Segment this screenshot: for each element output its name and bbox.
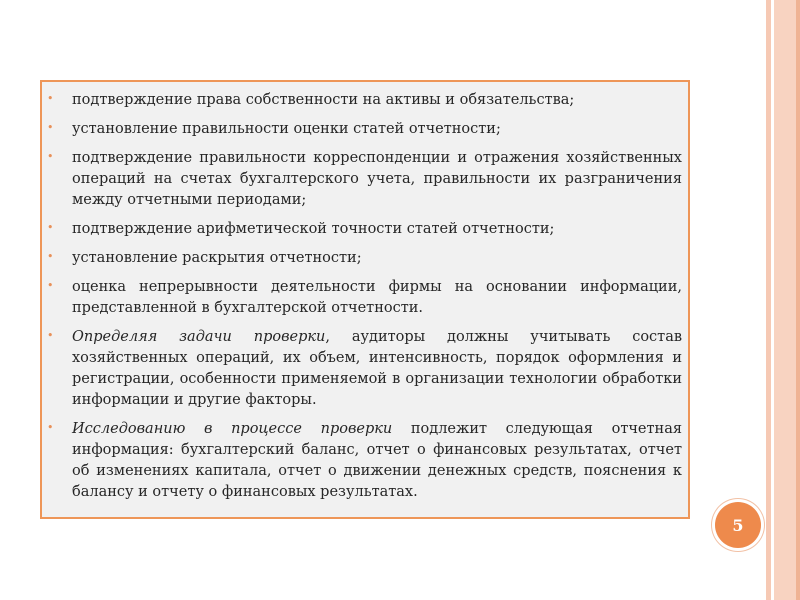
bullet-icon: • — [47, 150, 54, 163]
bullet-item — [42, 148, 682, 211]
bullet-icon: • — [47, 279, 54, 292]
bullet-text: подтверждение арифметической точности статей отчетности; — [72, 221, 555, 237]
bullet-text: оценка непрерывности деятельности фирмы на основании информации, представленной в бухгалтерской отчетности. — [72, 279, 682, 316]
bullet-text: установление раскрытия отчетности; — [72, 250, 362, 266]
decorative-stripe-edge — [796, 0, 800, 600]
bullet-icon: • — [47, 121, 54, 134]
bullet-icon: • — [47, 221, 54, 234]
bullet-item — [42, 277, 682, 319]
bullet-icon: • — [47, 250, 54, 263]
bullet-icon: • — [47, 92, 54, 105]
bullet-list — [42, 90, 682, 503]
bullet-lead: Определяя задачи проверки — [72, 329, 326, 345]
bullet-item — [42, 419, 682, 503]
bullet-item — [42, 327, 682, 411]
bullet-icon: • — [47, 329, 54, 342]
bullet-text: подтверждение правильности корреспонденции и отражения хозяйственных операций на счетах бухгалтерского учета, правильности их разграничения между отчетными периодами; — [72, 150, 682, 208]
page-number: 5 — [732, 515, 744, 535]
bullet-text: установление правильности оценки статей отчетности; — [72, 121, 501, 137]
bullet-text: подлежит следующая отчетная информация: бухгалтерский баланс, отчет о финансовых результатах, отчет об изменениях капитала, отчет о движении денежных средств, пояснения к балансу и отчету о финансовых результатах. — [72, 421, 682, 500]
bullet-item — [42, 90, 682, 111]
bullet-lead: Исследованию в процессе проверки — [72, 421, 393, 437]
decorative-stripe-wide — [774, 0, 796, 600]
bullet-item — [42, 119, 682, 140]
bullet-text: , аудиторы должны учитывать состав хозяйственных операций, их объем, интенсивность, порядок оформления и регистрации, особенности применяемой в организации технологии обработки информации и другие факторы. — [72, 329, 682, 408]
bullet-item — [42, 219, 682, 240]
bullet-item — [42, 248, 682, 269]
slide-content-box — [40, 80, 690, 519]
page-number-badge — [715, 502, 761, 548]
bullet-icon: • — [47, 421, 54, 434]
bullet-text: подтверждение права собственности на активы и обязательства; — [72, 92, 575, 108]
